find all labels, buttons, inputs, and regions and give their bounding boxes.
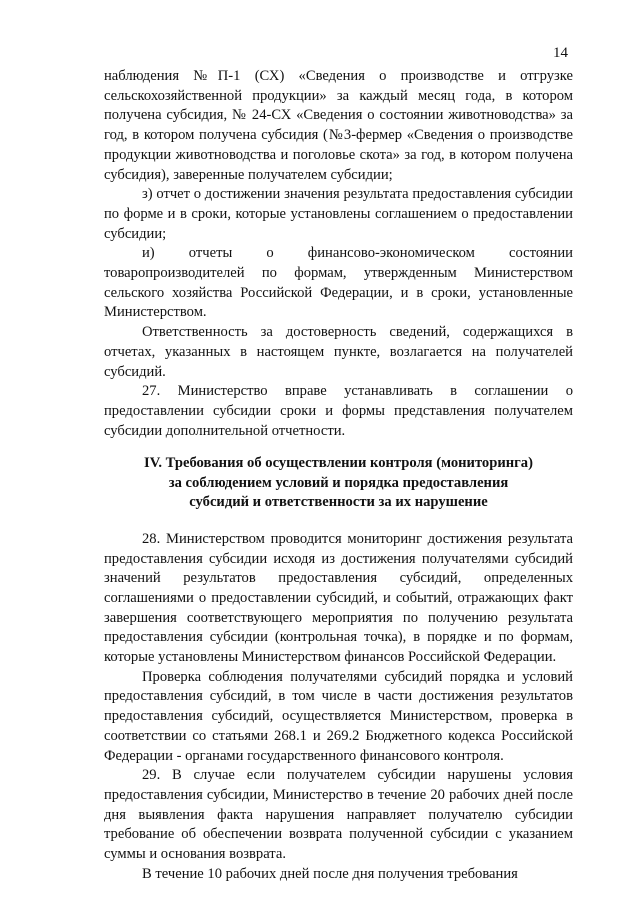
paragraph: Ответственность за достоверность сведений, содержащихся в отчетах, указанных в настоящем пункте, возлагается на получателей субсидий. [104,324,573,380]
section-heading-line-2: за соблюдением условий и порядка предоставления [168,474,509,491]
paragraph: 27. Министерство вправе устанавливать в соглашении о предоставлении субсидии сроки и формы представления получателем субсидии дополнительной отчетности. [104,383,573,439]
paragraph: 29. В случае если получателем субсидии нарушены условия предоставления субсидии, Министерство в течение 20 рабочих дней после дня выявления факта нарушения направляет получателю субсидии требование об обеспечении возврата полученной субсидии с указанием суммы и основания возврата. [104,767,573,863]
section-heading-line-3: субсидий и ответственности за их нарушение [189,494,488,511]
paragraph: 28. Министерством проводится мониторинг достижения результата предоставления субсидии исходя из достижения получателями субсидий значений результатов предоставления субсидий, определенных соглашениями о предоставлении субсидий, и событий, отражающих факт завершения соответствующего мероприятия по получению результата предоставления субсидии (контрольная точка), в порядке и по формам, которые установлены Министерством финансов Российской Федерации. [104,530,573,666]
paragraph: з) отчет о достижении значения результата предоставления субсидии по форме и в сроки, которые установлены соглашением о предоставлении субсидии; [104,186,573,242]
section-heading-line-1: IV. Требования об осуществлении контроля (мониторинга) [144,455,533,472]
section-heading [104,454,573,513]
paragraph: Проверка соблюдения получателями субсидий порядка и условий предоставления субсидий, в том числе в части достижения результатов предоставления субсидий, осуществляется Министерством, проверка в соответствии со статьями 268.1 и 269.2 Бюджетного кодекса Российской Федерации - органами государственного финансового контроля. [104,668,573,764]
paragraphs-after-heading [104,530,573,885]
paragraph: и) отчеты о финансово-экономическом состоянии товаропроизводителей по формам, утвержденным Министерством сельского хозяйства Российской Федерации, и в сроки, установленные Министерством. [104,245,573,321]
paragraphs-before-heading [104,67,573,441]
document-body [104,67,573,885]
paragraph: наблюдения №П-1 (СХ) «Сведения о производстве и отгрузке сельскохозяйственной продукции» за каждый месяц года, в котором получена субсидия, № 24-СХ «Сведения о состоянии животноводства» за год, в котором получена субсидия (№3-фермер «Сведения о производстве продукции животноводства и поголовье скота» за год, в котором получена субсидия), заверенные получателем субсидии; [104,68,573,183]
page-number: 14 [553,45,568,61]
paragraph: В течение 10 рабочих дней после дня получения требования [142,865,518,882]
